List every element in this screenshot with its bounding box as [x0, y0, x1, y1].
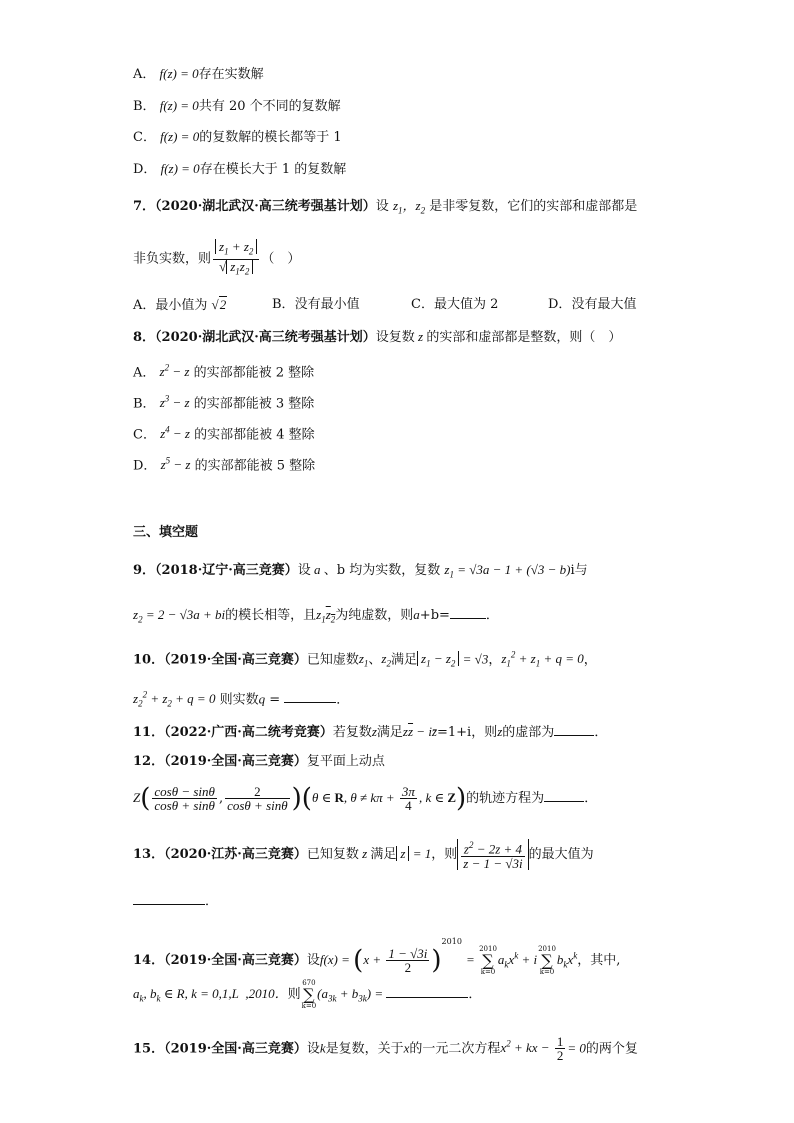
q8-option-b: B． $z^3 - z$ 的实部都能被 3 整除: [133, 394, 315, 412]
q10-line2: $z_2^2 + z_2 + q = 0$ 则实数q = ．: [133, 690, 350, 709]
q9-answer-blank[interactable]: [450, 607, 486, 619]
section-heading: 三、填空题: [133, 525, 199, 540]
q11-answer-blank[interactable]: [554, 724, 594, 736]
q11-line: 11．（2022·广西·高二统考竞赛）若复数z满足$z\overline{z}$ − iz̄=1+i，则z的虚部为 ．: [133, 724, 608, 740]
q7-line2: 非负实数，则 $\frac{z_1 + z_2}{√ z_1z_2}$ （ ）: [133, 239, 301, 277]
q6-option-c: C． f(z) = 0的复数解的模长都等于 1: [133, 129, 342, 145]
q6-option-a: A． f(z) = 0存在实数解: [133, 66, 264, 82]
q7-option-c: C．最大值为 2: [411, 297, 499, 312]
q12-line1: 12．（2019·全国·高三竞赛）复平面上动点: [133, 754, 385, 769]
q7-option-a: A．最小值为 √2: [133, 297, 227, 313]
q7-fraction: $\frac{z_1 + z_2}{√ z_1z_2}$: [213, 240, 259, 278]
q9-line1: 9．（2018·辽宁·高三竞赛）设 a 、b 均为实数，复数 $z_1 = √3a - 1 + (√3 - b)i$与: [133, 562, 588, 580]
q14-line2: $a_k$, $b_k$ ∈ R, k = 0,1,L ,2010．则 670 ∑ k=0 $(a_{3k} + b_{3k})$ = ．: [133, 978, 482, 1010]
q7-line1: 7．（2020·湖北武汉·高三统考强基计划）设 $z_1$，$z_2$ 是非零复数，它们的实部和虚部都是: [133, 198, 638, 216]
q7-option-d: D．没有最大值: [548, 297, 637, 312]
q12-line2: Z( $\frac{\cos\theta - \sin\theta}{\cos\theta + \sin\theta}$ , $\frac{2}{\cos\theta + \sin\theta}$ )(θ ∈ R, θ ≠ kπ + $\frac{3\pi}{4}$ , k ∈ Z)的轨迹方程为 ．: [133, 783, 598, 814]
q8-option-a: A． $z^2 - z$ 的实部都能被 2 整除: [133, 363, 315, 381]
q6-option-d: D． f(z) = 0存在模长大于 1 的复数解: [133, 161, 347, 177]
q14-line1: 14．（2019·全国·高三竞赛）设f(x) = (x + $\frac{1 - √3i}{2}$ )$^{2010}$ = 2010 ∑ k=0 $a_kx^k + i$ 2010 ∑ k=0 $b_kx^k$，其中,: [133, 937, 621, 976]
q13-answer-blank[interactable]: [133, 893, 205, 905]
q14-answer-blank[interactable]: [386, 986, 468, 998]
q8-option-d: D． $z^5 - z$ 的实部都能被 5 整除: [133, 456, 316, 474]
q13-line2: ．: [133, 893, 218, 910]
q9-line2: $z_2 = 2 - √3a$ + bi的模长相等，且$z_1z_2$为纯虚数，则a+b= ．: [133, 607, 499, 625]
q8-option-c: C． $z^4 - z$ 的实部都能被 4 整除: [133, 425, 315, 443]
q13-line1: 13．（2020·江苏·高三竞赛）已知复数 z 满足 z = 1，则 $\frac{z^2 - 2z + 4}{z - 1 - √3i}$ 的最大值为: [133, 840, 594, 871]
q12-answer-blank[interactable]: [544, 790, 584, 802]
q6-option-b: B． f(z) = 0共有 20 个不同的复数解: [133, 98, 341, 114]
q10-line1: 10．（2019·全国·高三竞赛）已知虚数$z_1$、$z_2$满足 $z_1 - z_2 = √3$，$z_1^2 + z_1 + q = 0$，: [133, 650, 597, 669]
q10-answer-blank[interactable]: [284, 691, 336, 703]
q15-line1: 15．（2019·全国·高三竞赛）设k是复数，关于x的一元二次方程$x^2$ + kx − $\frac{1}{2}$ = 0的两个复: [133, 1034, 638, 1064]
q7-options: [133, 297, 637, 314]
q7-option-b: B．没有最小值: [272, 297, 360, 312]
q8-stem: 8．（2020·湖北武汉·高三统考强基计划）设复数 z 的实部和虚部都是整数，则（ ）: [133, 329, 622, 345]
